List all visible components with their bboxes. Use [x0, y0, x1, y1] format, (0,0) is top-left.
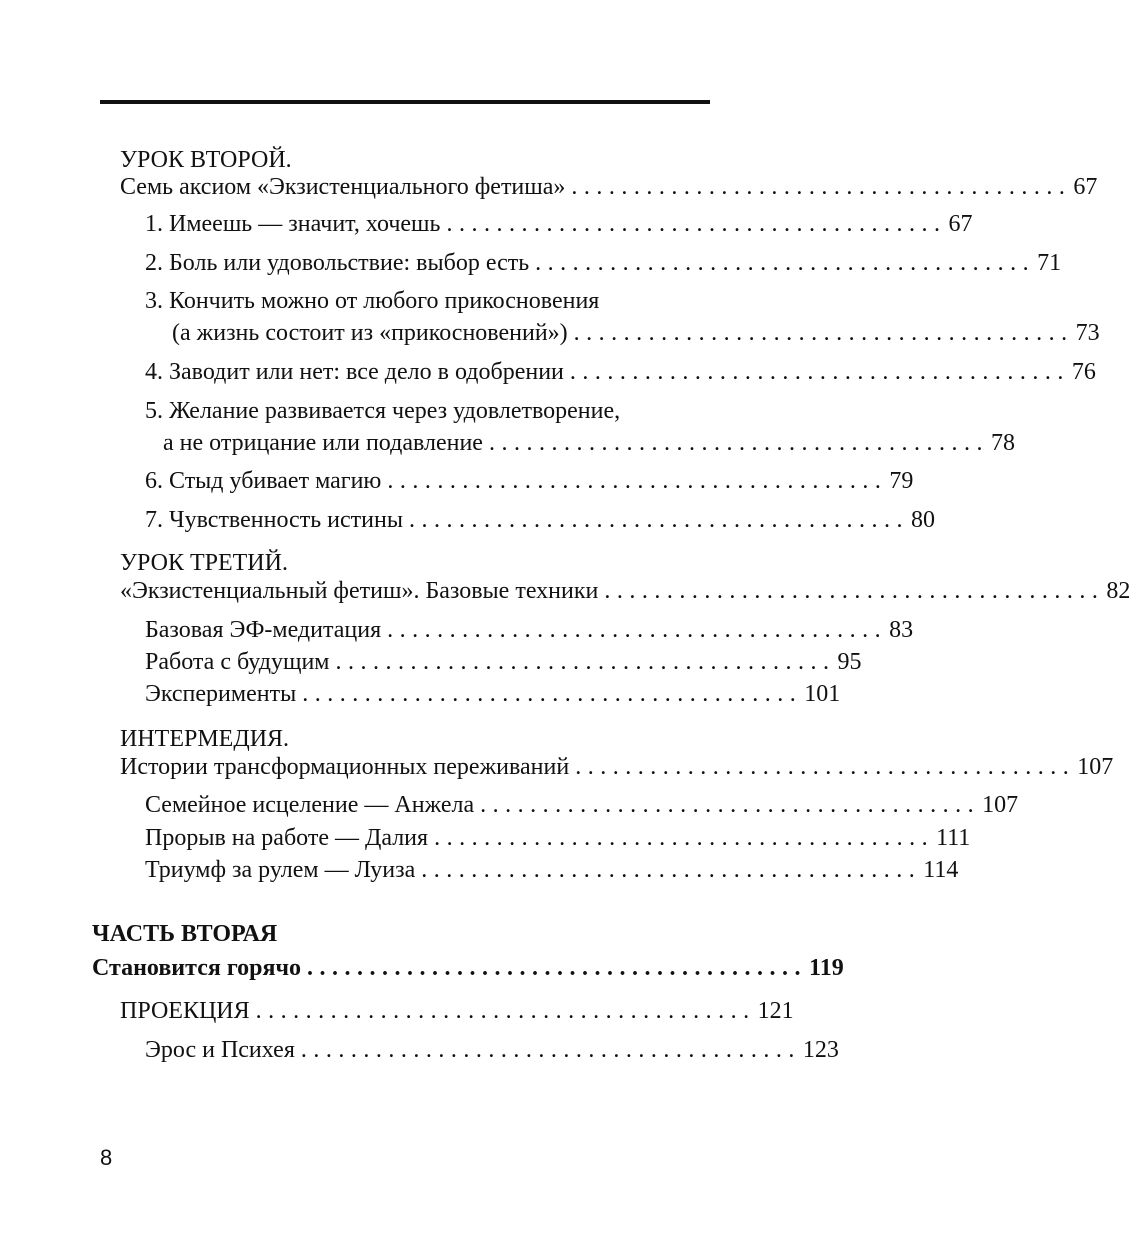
toc-entry-title: Прорыв на работе — Далия — [145, 825, 429, 851]
toc-entry-title: 3. Кончить можно от любого прикосновения — [145, 288, 600, 314]
leader-dots: ........................................ — [421, 857, 922, 883]
toc-entry-axiom-1[interactable] — [145, 209, 973, 239]
leader-dots: ........................................ — [300, 1037, 801, 1063]
leader-dots: ........................................ — [434, 825, 935, 851]
toc-entry-title: Эксперименты — [145, 681, 297, 707]
leader-dots: ........................................ — [387, 617, 888, 643]
toc-entry-future-work[interactable] — [145, 647, 862, 677]
toc-entry-title: Работа с будущим — [145, 649, 330, 675]
toc-entry-axiom-3-first-line[interactable] — [145, 286, 599, 316]
leader-dots: ........................................ — [307, 955, 808, 981]
toc-entry-axiom-2[interactable] — [145, 248, 1062, 278]
toc-entry-intermedia[interactable] — [120, 752, 1114, 782]
toc-entry-title: ПРОЕКЦИЯ — [120, 998, 250, 1024]
toc-entry-title: 2. Боль или удовольствие: выбор есть — [145, 250, 530, 276]
toc-entry-page: 82 — [1106, 578, 1130, 604]
toc-entry-page: 67 — [1073, 174, 1098, 200]
leader-dots: ........................................ — [302, 681, 803, 707]
toc-entry-work-breakthrough[interactable] — [145, 823, 971, 853]
toc-entry-title: Базовая ЭФ-медитация — [145, 617, 382, 643]
toc-entry-experiments[interactable] — [145, 679, 841, 709]
toc-entry-lesson-two[interactable] — [120, 172, 1098, 202]
leader-dots: ........................................ — [446, 211, 947, 237]
toc-entry-page: 107 — [1077, 754, 1114, 780]
section-heading-lesson-two: УРОК ВТОРОЙ. — [120, 147, 292, 173]
toc-entry-basic-meditation[interactable] — [145, 615, 914, 645]
leader-dots: ........................................ — [573, 320, 1074, 346]
toc-entry-axiom-3[interactable] — [172, 318, 1100, 348]
toc-entry-title-continued: а не отрицание или подавление — [163, 430, 483, 456]
toc-entry-projection[interactable] — [120, 996, 794, 1026]
toc-entry-page: 67 — [948, 211, 973, 237]
toc-entry-page: 123 — [802, 1037, 839, 1063]
leader-dots: ........................................ — [255, 998, 756, 1024]
leader-dots: ........................................ — [387, 468, 888, 494]
toc-entry-family-healing[interactable] — [145, 790, 1019, 820]
section-heading-part-two: ЧАСТЬ ВТОРАЯ — [92, 921, 278, 947]
toc-entry-page: 95 — [837, 649, 862, 675]
toc-entry-title: 1. Имеешь — значит, хочешь — [145, 211, 441, 237]
toc-entry-page: 83 — [889, 617, 914, 643]
toc-entry-page: 80 — [910, 507, 935, 533]
leader-dots: ........................................ — [335, 649, 836, 675]
toc-entry-axiom-5-first-line[interactable] — [145, 396, 620, 426]
leader-dots: ........................................ — [604, 578, 1105, 604]
toc-entry-title: 6. Стыд убивает магию — [145, 468, 382, 494]
section-heading-lesson-three: УРОК ТРЕТИЙ. — [120, 550, 288, 576]
page-number: 8 — [100, 1145, 113, 1170]
toc-entry-axiom-7[interactable] — [145, 505, 935, 535]
toc-entry-page: 73 — [1075, 320, 1100, 346]
toc-entry-axiom-4[interactable] — [145, 357, 1096, 387]
leader-dots: ........................................ — [488, 430, 989, 456]
toc-entry-axiom-6[interactable] — [145, 466, 914, 496]
toc-entry-title: Семь аксиом «Экзистенциального фетиша» — [120, 174, 566, 200]
toc-entry-page: 79 — [889, 468, 914, 494]
leader-dots: ........................................ — [571, 174, 1072, 200]
toc-entry-driving-triumph[interactable] — [145, 855, 959, 885]
section-heading-intermedia: ИНТЕРМЕДИЯ. — [120, 726, 290, 752]
top-rule — [100, 100, 710, 104]
toc-entry-lesson-three[interactable] — [120, 576, 1130, 606]
toc-entry-title: Истории трансформационных переживаний — [120, 754, 570, 780]
toc-entry-title-continued: (а жизнь состоит из «прикосновений») — [172, 320, 568, 346]
toc-entry-page: 107 — [982, 792, 1019, 818]
toc-entry-title: 5. Желание развивается через удовлетворение, — [145, 398, 621, 424]
toc-entry-page: 78 — [990, 430, 1015, 456]
toc-entry-title: Триумф за рулем — Луиза — [145, 857, 416, 883]
toc-entry-page: 114 — [923, 857, 959, 883]
toc-entry-page: 119 — [809, 955, 844, 981]
toc-entry-page: 76 — [1071, 359, 1096, 385]
toc-entry-title: 7. Чувственность истины — [145, 507, 403, 533]
toc-entry-eros-psyche[interactable] — [145, 1035, 839, 1065]
toc-entry-page: 101 — [804, 681, 841, 707]
toc-entry-title: Эрос и Психея — [145, 1037, 295, 1063]
leader-dots: ........................................ — [535, 250, 1036, 276]
toc-entry-part-two[interactable] — [92, 953, 844, 983]
toc-entry-title: Становится горячо — [92, 955, 302, 981]
toc-entry-title: «Экзистенциальный фетиш». Базовые техники — [120, 578, 599, 604]
toc-entry-page: 121 — [757, 998, 794, 1024]
toc-entry-page: 71 — [1037, 250, 1062, 276]
toc-entry-page: 111 — [936, 825, 971, 851]
leader-dots: ........................................ — [408, 507, 909, 533]
leader-dots: ........................................ — [575, 754, 1076, 780]
leader-dots: ........................................ — [569, 359, 1070, 385]
toc-entry-title: Семейное исцеление — Анжела — [145, 792, 475, 818]
toc-entry-axiom-5[interactable] — [163, 428, 1015, 458]
toc-entry-title: 4. Заводит или нет: все дело в одобрении — [145, 359, 564, 385]
leader-dots: ........................................ — [480, 792, 981, 818]
